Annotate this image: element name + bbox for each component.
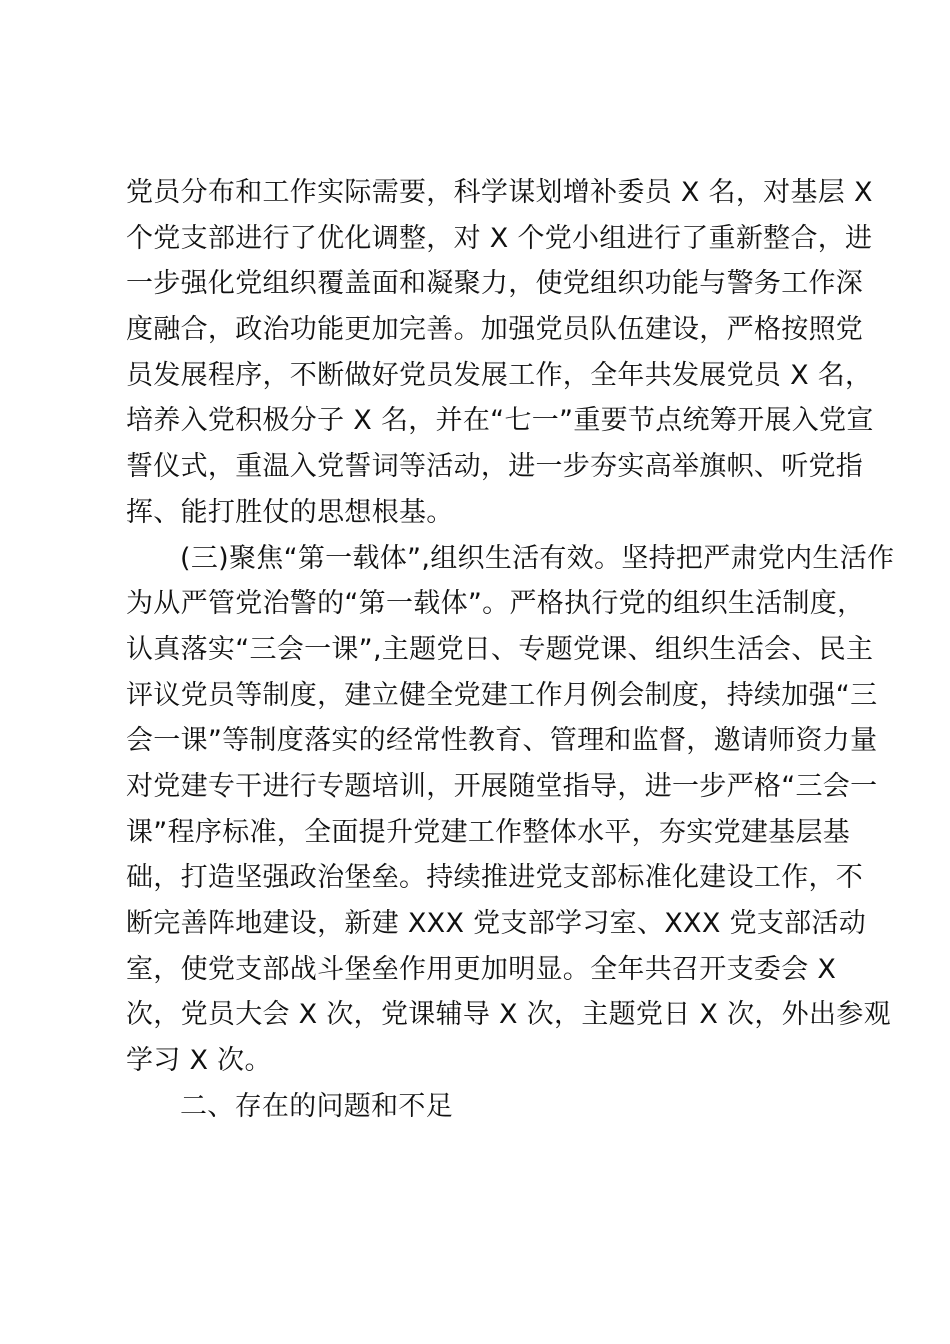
text-line: 学习 X 次。 [126,1045,272,1077]
text-line: 个党支部进行了优化调整，对 X 个党小组进行了重新整合，进 [126,222,873,254]
text-line: 度融合，政治功能更加完善。加强党员队伍建设，严格按照党 [126,314,864,346]
text-line: (三)聚焦“第一载体”,组织生活有效。坚持把严肃党内生活作 [180,542,895,574]
text-line: 对党建专干进行专题培训，开展随堂指导，进一步严格“三会一 [126,770,878,802]
text-line: 一步强化党组织覆盖面和凝聚力，使党组织功能与警务工作深 [126,268,864,300]
text-line: 会一课”等制度落实的经常性教育、管理和监督，邀请师资力量 [126,725,878,757]
document-body [126,170,895,1129]
text-line: 员发展程序，不断做好党员发展工作，全年共发展党员 X 名， [126,359,873,391]
text-line: 断完善阵地建设，新建 XXX 党支部学习室、XXX 党支部活动 [126,908,867,939]
text-line: 为从严管党治警的“第一载体”。严格执行党的组织生活制度， [126,588,865,620]
text-line: 课”程序标准，全面提升党建工作整体水平，夯实党建基层基 [126,816,851,848]
text-line: 评议党员等制度，建立健全党建工作月例会制度，持续加强“三 [126,679,878,711]
text-line: 培养入党积极分子 X 名，并在“七一”重要节点统筹开展入党宣 [126,405,874,437]
text-line: 认真落实“三会一课”,主题党日、专题党课、组织生活会、民主 [126,633,874,665]
paragraph-party-member-development [126,170,874,536]
text-line: 党员分布和工作实际需要，科学谋划增补委员 X 名，对基层 X [126,177,873,208]
section-heading: 二、存在的问题和不足 [180,1090,453,1122]
text-line: 础，打造坚强政治堡垒。持续推进党支部标准化建设工作，不 [126,862,864,894]
text-line: 誓仪式，重温入党誓词等活动，进一步夯实高举旗帜、听党指 [126,451,864,483]
text-line: 次，党员大会 X 次，党课辅导 X 次，主题党日 X 次，外出参观 [126,999,891,1031]
text-line: 挥、能打胜仗的思想根基。 [126,496,454,528]
text-line: 室，使党支部战斗堡垒作用更加明显。全年共召开支委会 X [126,953,837,985]
paragraph-organizational-life [126,536,895,1084]
